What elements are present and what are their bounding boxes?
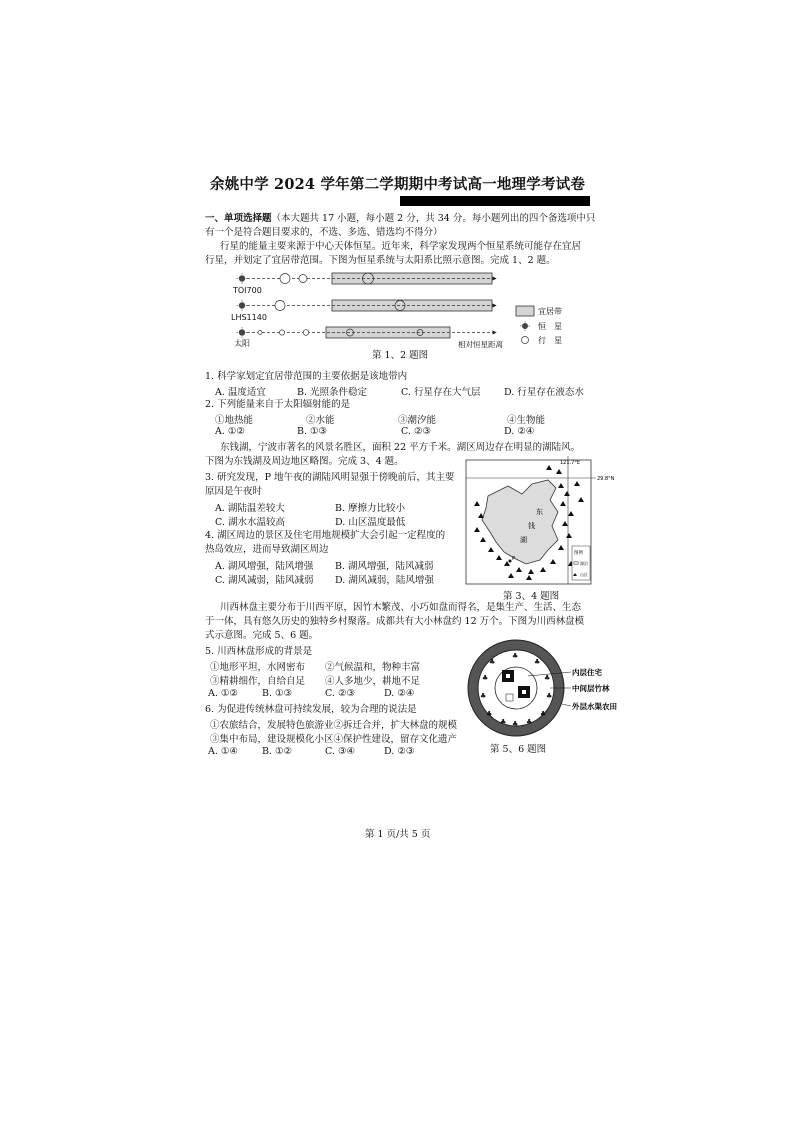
- svg-text:♣: ♣: [480, 692, 487, 700]
- label-sun: 太阳: [234, 339, 250, 348]
- q5-item-2: ②气候温和，物种丰富: [325, 662, 421, 673]
- q4-stem-2: 热岛效应，进而导致湖区周边: [205, 544, 329, 555]
- lake-char-1: 东: [536, 508, 543, 516]
- svg-text:♣: ♣: [544, 674, 551, 682]
- q5-option-b: B. ①③: [262, 688, 293, 699]
- svg-text:♣: ♣: [500, 718, 507, 726]
- svg-text:♣: ♣: [534, 658, 541, 666]
- star-icon: [237, 327, 248, 338]
- q4-option-c: C. 湖风减弱，陆风减弱: [215, 575, 314, 586]
- linpan-diagram: [466, 636, 616, 740]
- legend-star-icon: [520, 321, 530, 331]
- q1-option-d: D. 行星存在液态水: [504, 387, 584, 398]
- section-note-2: 有一个是符合题目要求的，不选、多选、错选均不得分）: [205, 227, 443, 238]
- q5-option-d: D. ②④: [384, 688, 415, 699]
- q6-option-d: D. ②③: [384, 746, 415, 757]
- q3-option-b: B. 摩擦力比较小: [335, 503, 406, 514]
- latitude-label: 29.8°N: [597, 476, 615, 482]
- svg-text:♣: ♣: [512, 652, 519, 660]
- q2-option-b: B. ①③: [297, 426, 328, 437]
- page-number: 第 1 页/共 5 页: [365, 829, 431, 840]
- legend-planet: 行 星: [538, 336, 562, 345]
- q5-item-1: ①地形平坦，水网密布: [210, 662, 306, 673]
- label-outer: 外层水渠农田: [572, 702, 617, 711]
- q4-option-a: A. 湖风增强，陆风增强: [215, 561, 314, 572]
- legend-star: 恒 星: [538, 322, 562, 331]
- section-heading: 一、单项选择题: [205, 213, 272, 224]
- inner-residential-area: [495, 667, 537, 709]
- q2-item-1: ①地热能: [215, 415, 254, 426]
- q2-option-c: C. ②③: [401, 426, 432, 437]
- intro34-line1: 东钱湖，宁波市著名的风景名胜区，面积 22 平方千米。湖区周边存在明显的湖陆风。: [220, 442, 581, 453]
- svg-text:♣: ♣: [512, 720, 519, 728]
- intro56-line2: 于一体，具有悠久历史的独特乡村聚落。成都共有大小林盘约 12 万个。下图为川西林盘模: [205, 616, 585, 627]
- section-instructions: [205, 212, 595, 225]
- q2-option-d: D. ②④: [504, 426, 535, 437]
- q3-option-a: A. 湖陆温差较大: [215, 503, 285, 514]
- q2-stem: 2. 下列能量来自于太阳辐射能的是: [205, 399, 351, 410]
- intro12-line1: 行星的能量主要来源于中心天体恒星。近年来，科学家发现两个恒星系统可能存在宜居: [220, 241, 582, 252]
- q2-option-a: A. ①②: [215, 426, 245, 437]
- label-middle: 中间层竹林: [572, 684, 610, 693]
- point-p-label: P: [512, 556, 516, 562]
- label-inner: 内层住宅: [572, 668, 602, 677]
- map-legend-lake: 湖泊: [580, 561, 588, 566]
- map-legend-mountain: 山区: [580, 572, 588, 577]
- q3-option-d: D. 山区温度最低: [335, 517, 406, 528]
- legend-lake-icon: [573, 561, 579, 565]
- intro56-line1: 川西林盘主要分布于川西平原，因竹木繁茂、小巧如盘而得名，是集生产、生活、生态: [220, 602, 582, 613]
- intro34-line2: 下图为东钱湖及周边地区略图。完成 3、4 题。: [205, 456, 404, 467]
- svg-text:♣: ♣: [489, 658, 496, 666]
- section-note-1: （本大题共 17 小题，每小题 2 分，共 34 分。每小题列出的四个备选项中只: [271, 213, 596, 224]
- legend-habitable-swatch: [516, 306, 534, 316]
- q3-option-c: C. 湖水水温较高: [215, 517, 285, 528]
- lake-char-2: 钱: [528, 522, 535, 530]
- q6-stem: 6. 为促进传统林盘可持续发展，较为合理的说法是: [205, 704, 417, 715]
- q5-option-a: A. ①②: [208, 688, 238, 699]
- q3-stem-2: 原因是午夜时: [205, 486, 263, 497]
- axis-label: 相对恒星距离: [458, 340, 503, 349]
- q4-option-d: D. 湖风减弱，陆风增强: [335, 575, 434, 586]
- intro12-line2: 行星，并划定了宜居带范围。下图为恒星系统与太阳系比照示意图。完成 1、2 题。: [205, 255, 556, 266]
- q4-stem-1: 4. 湖区周边的景区及住宅用地规模扩大会引起一定程度的: [205, 530, 446, 541]
- star-icon: [237, 273, 248, 284]
- svg-text:♣: ♣: [482, 674, 489, 682]
- legend-planet-icon: [522, 337, 529, 344]
- svg-text:♣: ♣: [546, 692, 553, 700]
- q5-option-c: C. ②③: [325, 688, 356, 699]
- lake-char-3: 湖: [520, 536, 527, 544]
- svg-text:♣: ♣: [486, 710, 493, 718]
- map34-caption: 第 3、4 题图: [503, 591, 560, 602]
- q2-item-2: ②水能: [306, 415, 335, 426]
- q1-stem: 1. 科学家划定宜居带范围的主要依据是该地带内: [205, 371, 408, 382]
- q6-option-a: A. ①④: [208, 746, 238, 757]
- map-legend-title: 图例: [574, 551, 583, 556]
- q2-item-3: ③潮汐能: [398, 415, 437, 426]
- q5-item-3: ③精耕细作，自给自足: [210, 676, 306, 687]
- q6-line-2: ③集中布局，建设规模化小区④保护性建设，留存文化遗产: [210, 734, 458, 745]
- fig12-caption: 第 1、2 题图: [372, 350, 429, 361]
- q5-stem: 5. 川西林盘形成的背景是: [205, 646, 313, 657]
- longitude-label: 121.7°E: [560, 460, 580, 466]
- svg-text:♣: ♣: [526, 718, 533, 726]
- q4-option-b: B. 湖风增强，陆风减弱: [335, 561, 434, 572]
- q6-option-c: C. ③④: [325, 746, 356, 757]
- q1-option-a: A. 温度适宜: [215, 387, 266, 398]
- q6-option-b: B. ①②: [262, 746, 293, 757]
- q3-stem-1: 3. 研究发现，P 地午夜的湖陆风明显强于傍晚前后，其主要: [205, 472, 455, 483]
- legend-habitable: 宜居带: [538, 307, 562, 316]
- q1-option-c: C. 行星存在大气层: [401, 387, 481, 398]
- q6-line-1: ①农旅结合，发展特色旅游业②拆迁合并，扩大林盘的规模: [210, 720, 458, 731]
- dongqian-lake-map: [460, 456, 615, 588]
- fig56-caption: 第 5、6 题图: [490, 744, 547, 755]
- redacted-bar: [400, 196, 590, 206]
- q2-item-4: ④生物能: [507, 415, 546, 426]
- svg-text:♣: ♣: [540, 710, 547, 718]
- label-toi700: TOI700: [233, 286, 262, 295]
- exam-title: 余姚中学 2024 学年第二学期期中考试高一地理学考试卷: [210, 176, 586, 193]
- q5-item-4: ④人多地少，耕地不足: [325, 676, 421, 687]
- label-lhs1140: LHS1140: [231, 313, 267, 322]
- intro56-line3: 式示意图。完成 5、6 题。: [205, 630, 319, 641]
- q1-option-b: B. 光照条件稳定: [297, 387, 368, 398]
- star-icon: [237, 300, 248, 311]
